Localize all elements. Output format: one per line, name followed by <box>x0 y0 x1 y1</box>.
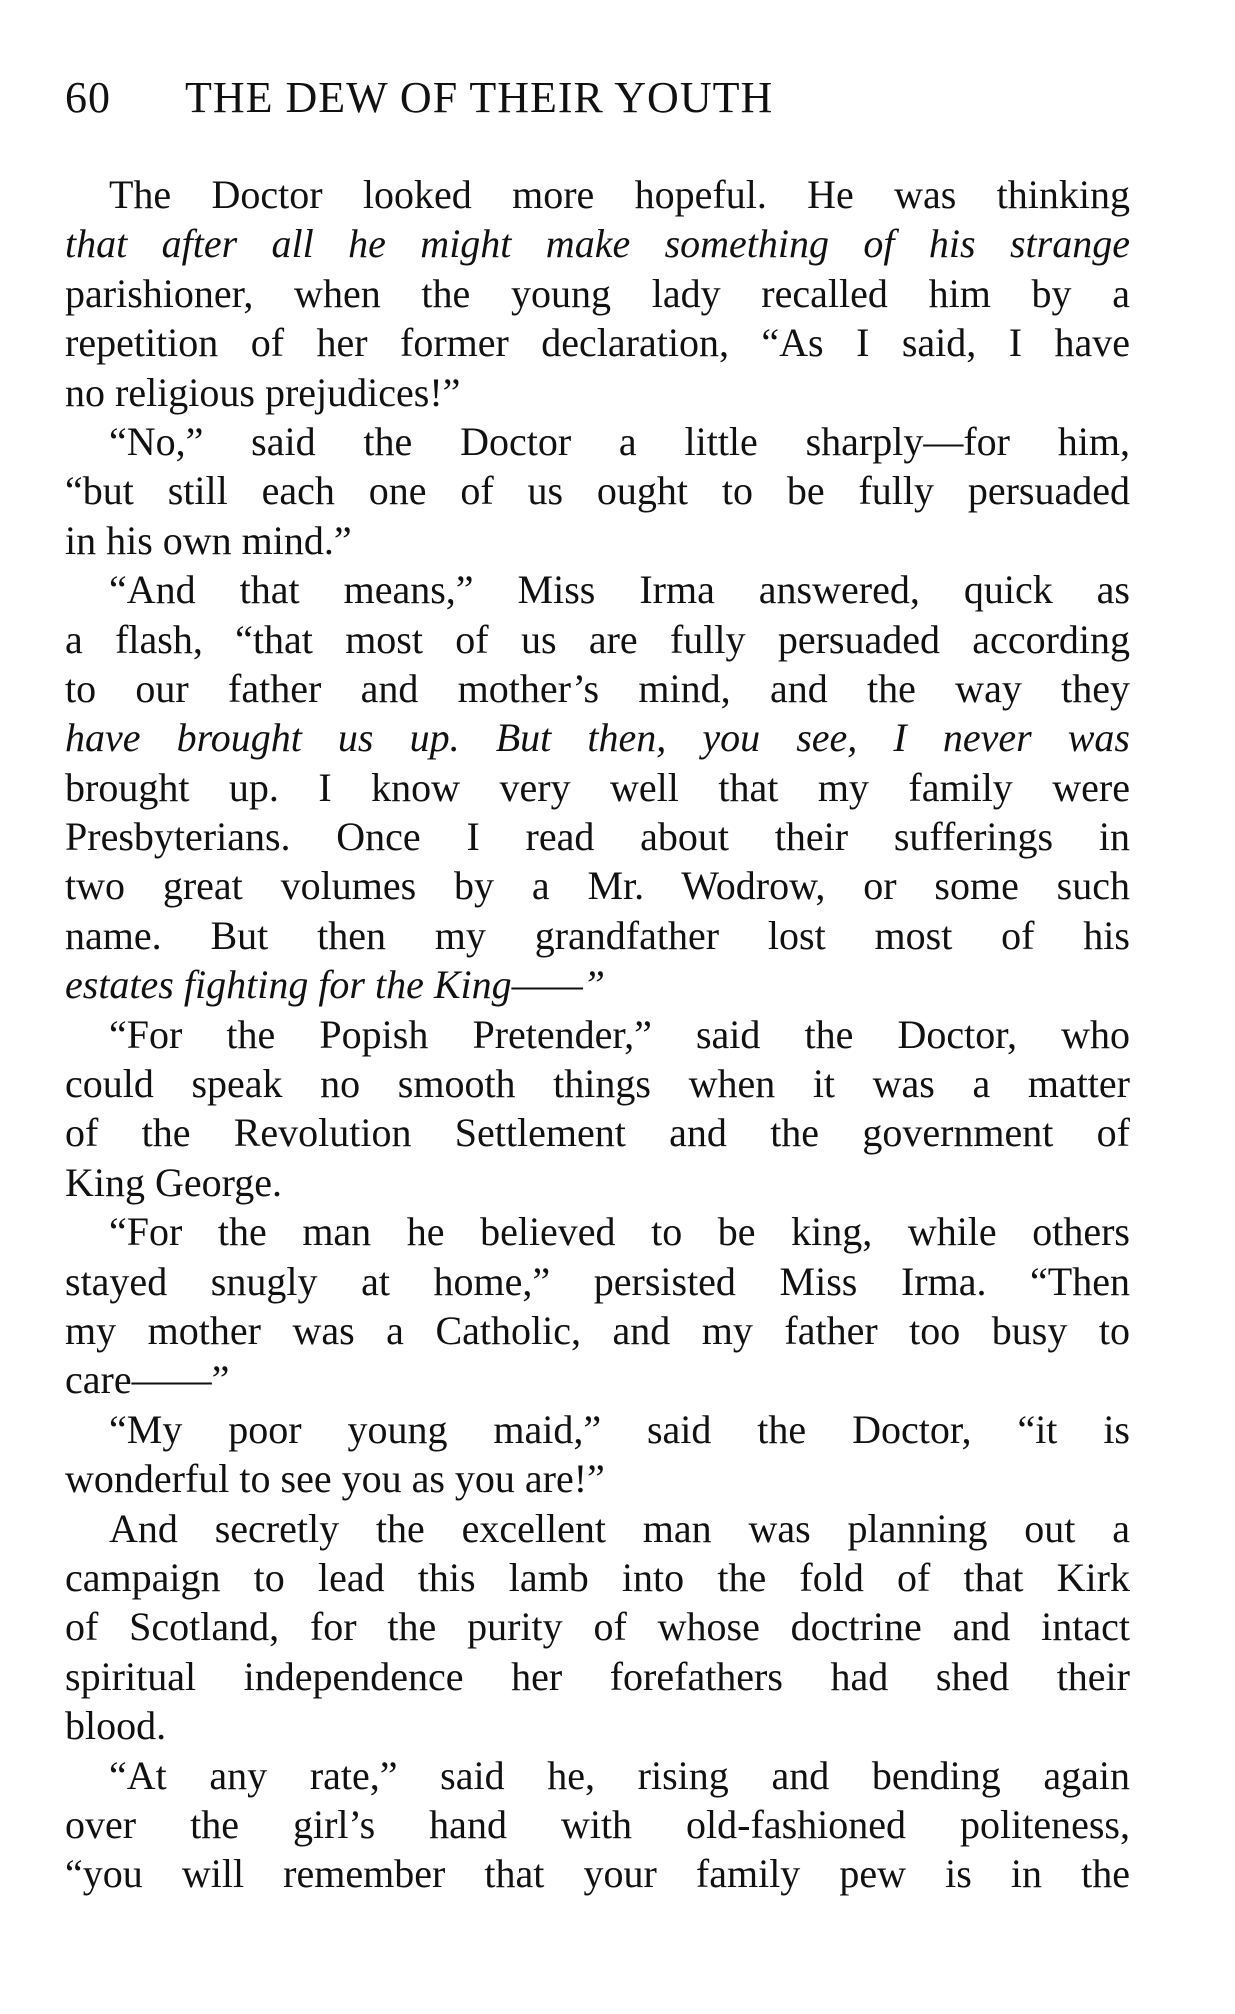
text-line: in his own mind.” <box>65 517 352 563</box>
text-line: of the Revolution Settlement and the government of <box>65 1110 1130 1156</box>
paragraph <box>65 1405 1130 1504</box>
page-number: 60 <box>65 73 111 122</box>
text-line: name. But then my grandfather lost most of his <box>65 912 1130 958</box>
text-line: no religious prejudices!” <box>65 369 461 415</box>
text-line: “For the Popish Pretender,” said the Doctor, who <box>109 1011 1130 1057</box>
text-line: “At any rate,” said he, rising and bending again <box>109 1752 1130 1798</box>
text-line: have brought us up. But then, you see, I never was <box>65 715 1130 761</box>
text-line: two great volumes by a Mr. Wodrow, or some such <box>65 863 1130 909</box>
paragraph <box>65 1504 1130 1751</box>
text-line: blood. <box>65 1703 167 1749</box>
text-line: “For the man he believed to be king, while others <box>109 1209 1130 1255</box>
paragraph <box>65 170 1130 417</box>
text-line: my mother was a Catholic, and my father too busy to <box>65 1307 1130 1353</box>
text-line: could speak no smooth things when it was a matter <box>65 1061 1130 1107</box>
paragraph <box>65 417 1130 565</box>
text-line: “No,” said the Doctor a little sharply—for him, <box>109 418 1130 464</box>
text-line: a flash, “that most of us are fully persuaded according <box>65 616 1130 662</box>
text-line: brought up. I know very well that my family were <box>65 764 1130 810</box>
text-line: The Doctor looked more hopeful. He was thinking <box>109 172 1130 217</box>
text-line: “you will remember that your family pew is in the <box>65 1851 1130 1897</box>
text-line: stayed snugly at home,” persisted Miss Irma. “Then <box>65 1258 1130 1304</box>
text-line: over the girl’s hand with old-fashioned politeness, <box>65 1801 1130 1847</box>
paragraph <box>65 1010 1130 1208</box>
text-line: And secretly the excellent man was planning out a <box>109 1505 1130 1551</box>
text-line: estates fighting for the King——” <box>65 962 606 1008</box>
text-line: spiritual independence her forefathers had shed their <box>65 1653 1130 1699</box>
text-line: “And that means,” Miss Irma answered, quick as <box>109 567 1130 613</box>
text-line: of Scotland, for the purity of whose doctrine and intact <box>65 1604 1130 1650</box>
paragraph <box>65 565 1130 1010</box>
text-line: campaign to lead this lamb into the fold of that Kirk <box>65 1554 1130 1600</box>
text-line: repetition of her former declaration, “As I said, I have <box>65 320 1130 366</box>
paragraph <box>65 1751 1130 1899</box>
text-line: care——” <box>65 1357 230 1403</box>
text-line: parishioner, when the young lady recalled him by a <box>65 270 1130 316</box>
running-head <box>65 68 1125 128</box>
text-line: that after all he might make something of his strange <box>65 221 1130 267</box>
running-head-title: THE DEW OF THEIR YOUTH <box>185 73 774 122</box>
text-line: Presbyterians. Once I read about their sufferings in <box>65 814 1130 860</box>
text-line: to our father and mother’s mind, and the way they <box>65 665 1130 711</box>
text-line: wonderful to see you as you are!” <box>65 1456 605 1502</box>
body-text <box>65 170 1130 1899</box>
text-line: “My poor young maid,” said the Doctor, “it is <box>109 1406 1130 1452</box>
text-line: King George. <box>65 1159 282 1205</box>
text-line: “but still each one of us ought to be fully persuaded <box>65 468 1130 514</box>
paragraph <box>65 1207 1130 1405</box>
